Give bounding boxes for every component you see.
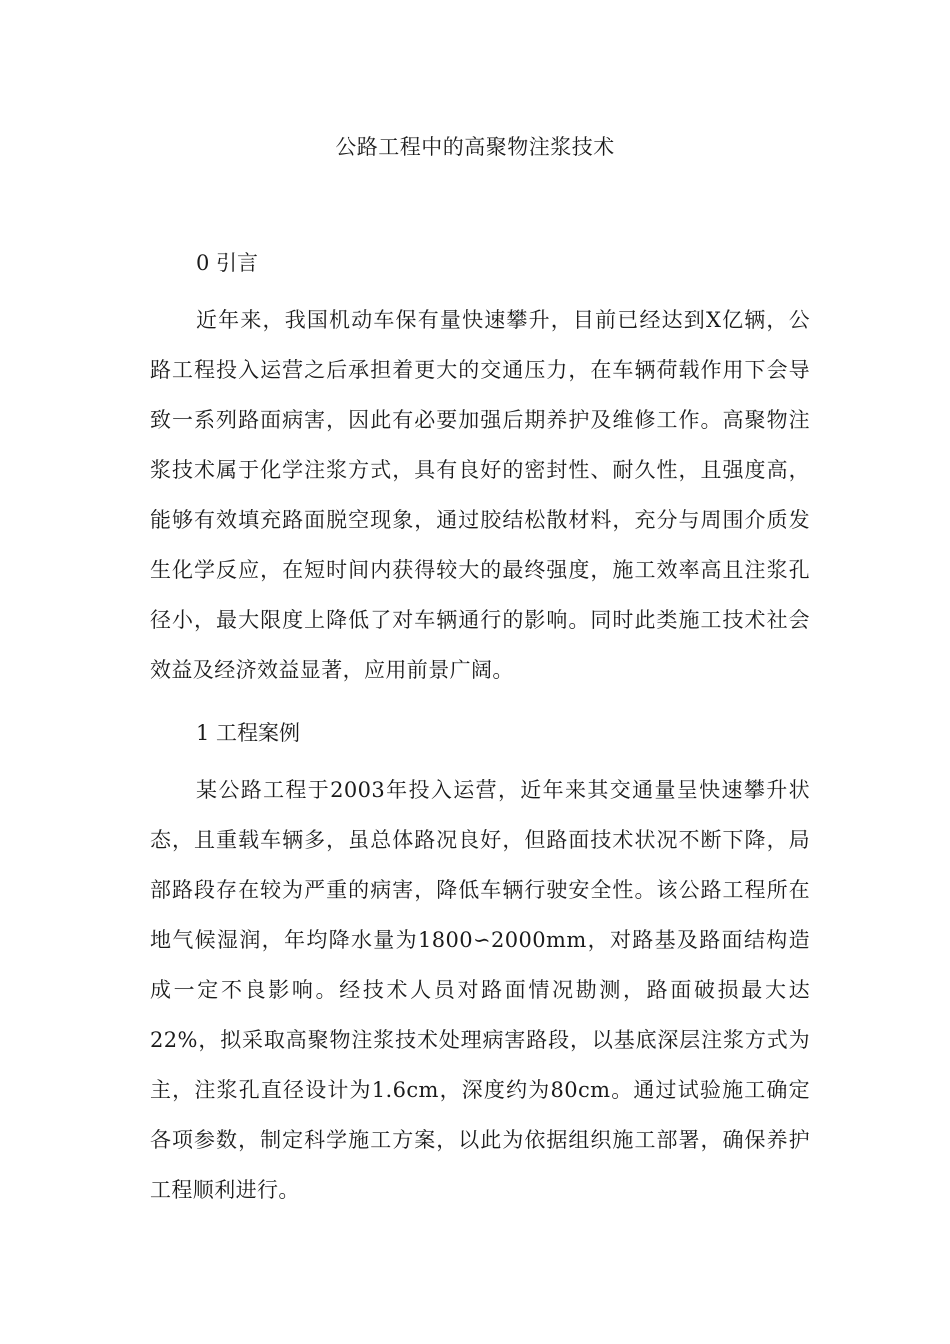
- document-body: [150, 245, 810, 1235]
- section-paragraph-case: 某公路工程于2003年投入运营，近年来其交通量呈快速攀升状态，且重载车辆多，虽总体路况良好，但路面技术状况不断下降，局部路段存在较为严重的病害，降低车辆行驶安全性。该公路工程所在地气候湿润，年均降水量为1800∽2000mm，对路基及路面结构造成一定不良影响。经技术人员对路面情况勘测，路面破损最大达22%，拟采取高聚物注浆技术处理病害路段，以基底深层注浆方式为主，注浆孔直径设计为1.6cm，深度约为80cm。通过试验施工确定各项参数，制定科学施工方案，以此为依据组织施工部署，确保养护工程顺利进行。: [150, 778, 810, 1202]
- section-paragraph-introduction: 近年来，我国机动车保有量快速攀升，目前已经达到X亿辆，公路工程投入运营之后承担着更大的交通压力，在车辆荷载作用下会导致一系列路面病害，因此有必要加强后期养护及维修工作。高聚物注浆技术属于化学注浆方式，具有良好的密封性、耐久性，且强度高，能够有效填充路面脱空现象，通过胶结松散材料，充分与周围介质发生化学反应，在短时间内获得较大的最终强度，施工效率高且注浆孔径小，最大限度上降低了对车辆通行的影响。同时此类施工技术社会效益及经济效益显著，应用前景广阔。: [150, 308, 810, 682]
- section-heading-introduction: 0 引言: [196, 251, 259, 275]
- document-title: 公路工程中的高聚物注浆技术: [335, 135, 615, 159]
- section-heading-case: 1 工程案例: [196, 721, 301, 745]
